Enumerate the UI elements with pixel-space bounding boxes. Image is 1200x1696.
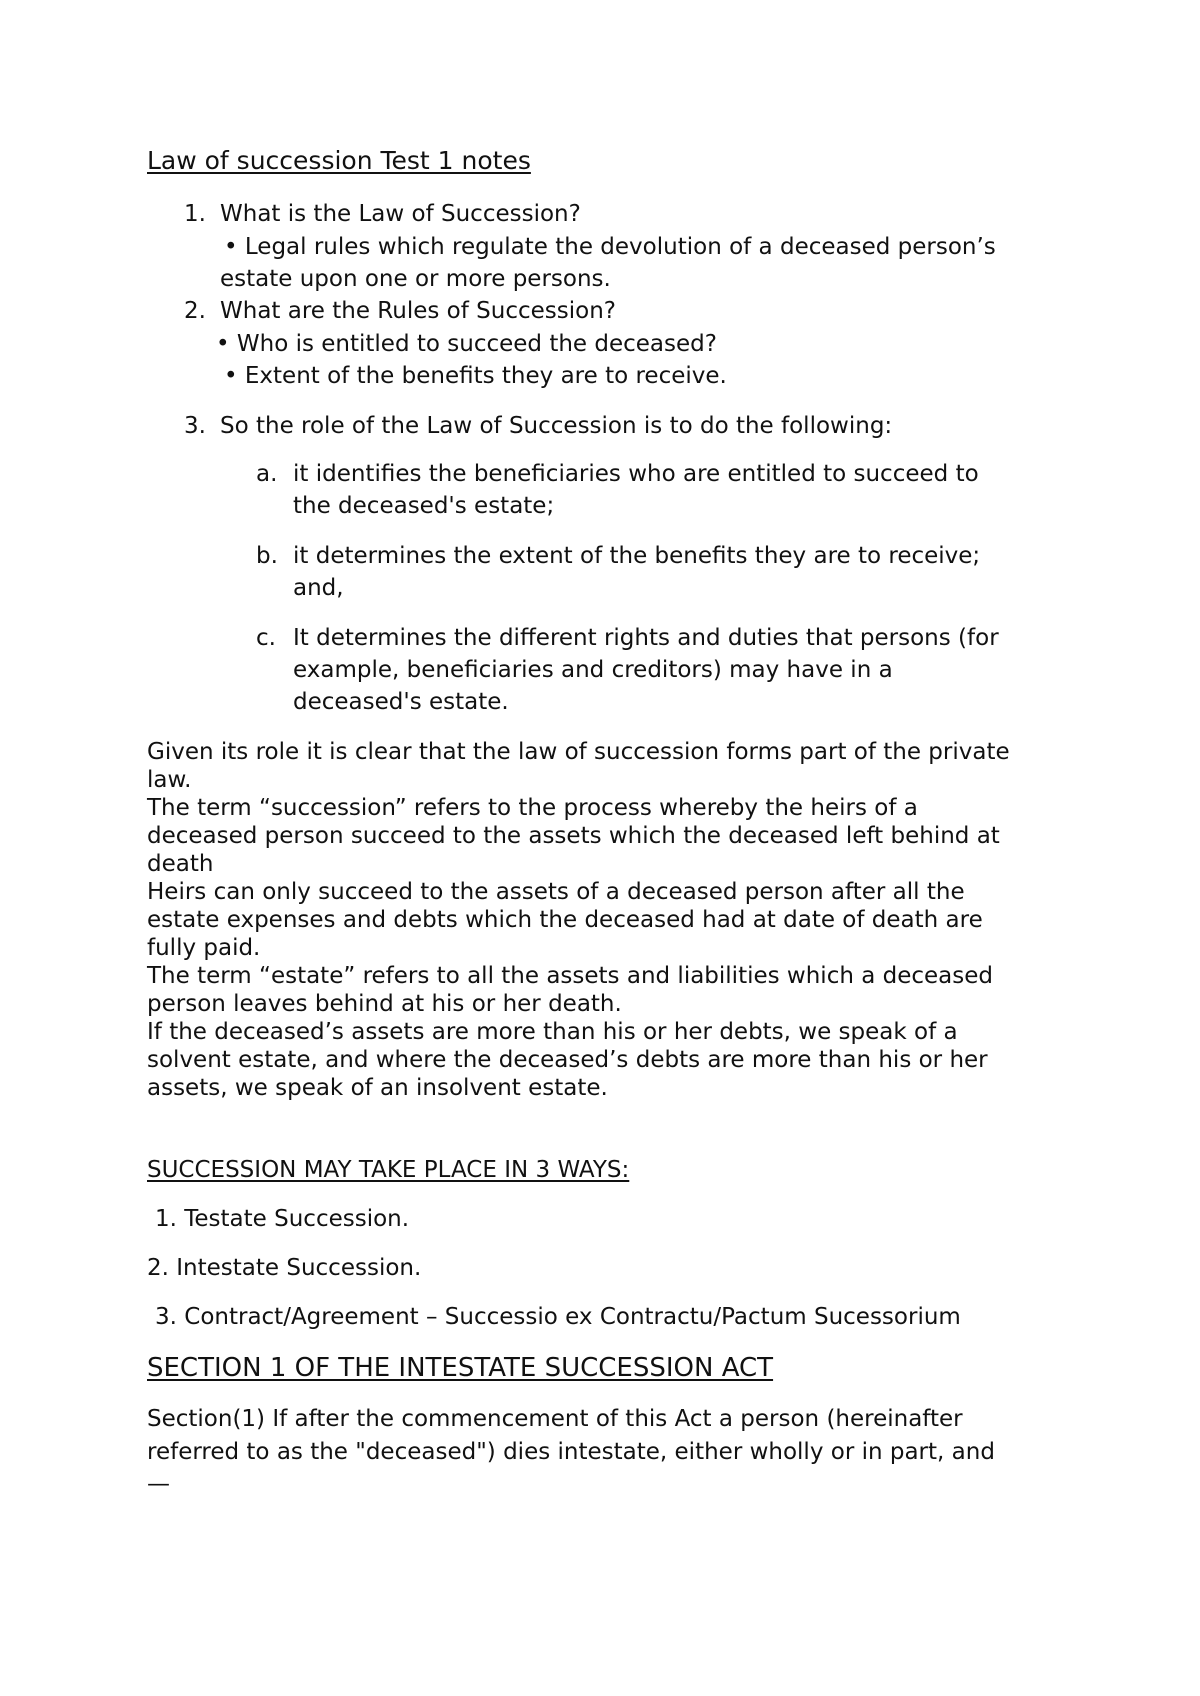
paragraph-line: Given its role it is clear that the law of succession forms part of the private [147,739,1010,765]
ways-item: 2. Intestate Succession. [147,1255,422,1281]
q1-question: What is the Law of Succession? [220,201,581,227]
q3-item-c-letter: c. [256,625,276,651]
q2-question: What are the Rules of Succession? [220,298,616,324]
q1-number: 1. [184,201,206,227]
paragraph-line: If the deceased’s assets are more than his or her debts, we speak of a [147,1019,958,1045]
q3-item-c-line: deceased's estate. [293,689,509,715]
ways-item: 1. Testate Succession. [155,1206,410,1232]
q2-bullet: • Who is entitled to succeed the deceased? [216,331,717,357]
section1-line: referred to as the "deceased") dies intestate, either wholly or in part, and [147,1439,995,1465]
q2-number: 2. [184,298,206,324]
paragraph-line: fully paid. [147,935,261,961]
q3-item-a-letter: a. [256,461,278,487]
q3-item-c-line: It determines the different rights and duties that persons (for [293,625,999,651]
q3-item-a-line: the deceased's estate; [293,493,555,519]
q1-answer-line1: • Legal rules which regulate the devolution of a deceased person’s [224,234,996,260]
paragraph-line: estate expenses and debts which the deceased had at date of death are [147,907,983,933]
section1-line: — [147,1471,170,1497]
q3-number: 3. [184,413,206,439]
q3-item-a-line: it identifies the beneficiaries who are entitled to succeed to [293,461,979,487]
q3-item-b-line: it determines the extent of the benefits they are to receive; [293,543,981,569]
paragraph-line: death [147,851,214,877]
paragraph-line: law. [147,767,192,793]
section1-line: Section(1) If after the commencement of this Act a person (hereinafter [147,1406,963,1432]
paragraph-line: assets, we speak of an insolvent estate. [147,1075,608,1101]
q3-item-b-line: and, [293,575,344,601]
ways-item: 3. Contract/Agreement – Successio ex Contractu/Pactum Sucessorium [155,1304,961,1330]
q2-bullet: • Extent of the benefits they are to receive. [224,363,727,389]
section1-heading: SECTION 1 OF THE INTESTATE SUCCESSION ACT [147,1353,774,1383]
document-title: Law of succession Test 1 notes [147,146,531,175]
q3-item-c-line: example, beneficiaries and creditors) may have in a [293,657,893,683]
paragraph-line: The term “estate” refers to all the assets and liabilities which a deceased [147,963,994,989]
paragraph-line: deceased person succeed to the assets which the deceased left behind at [147,823,1000,849]
q1-answer-line2: estate upon one or more persons. [220,266,611,292]
paragraph-line: The term “succession” refers to the process whereby the heirs of a [147,795,918,821]
paragraph-line: Heirs can only succeed to the assets of a deceased person after all the [147,879,965,905]
q3-item-b-letter: b. [256,543,278,569]
paragraph-line: person leaves behind at his or her death. [147,991,622,1017]
q3-text: So the role of the Law of Succession is to do the following: [220,413,893,439]
ways-heading: SUCCESSION MAY TAKE PLACE IN 3 WAYS: [147,1157,630,1183]
paragraph-line: solvent estate, and where the deceased’s debts are more than his or her [147,1047,988,1073]
